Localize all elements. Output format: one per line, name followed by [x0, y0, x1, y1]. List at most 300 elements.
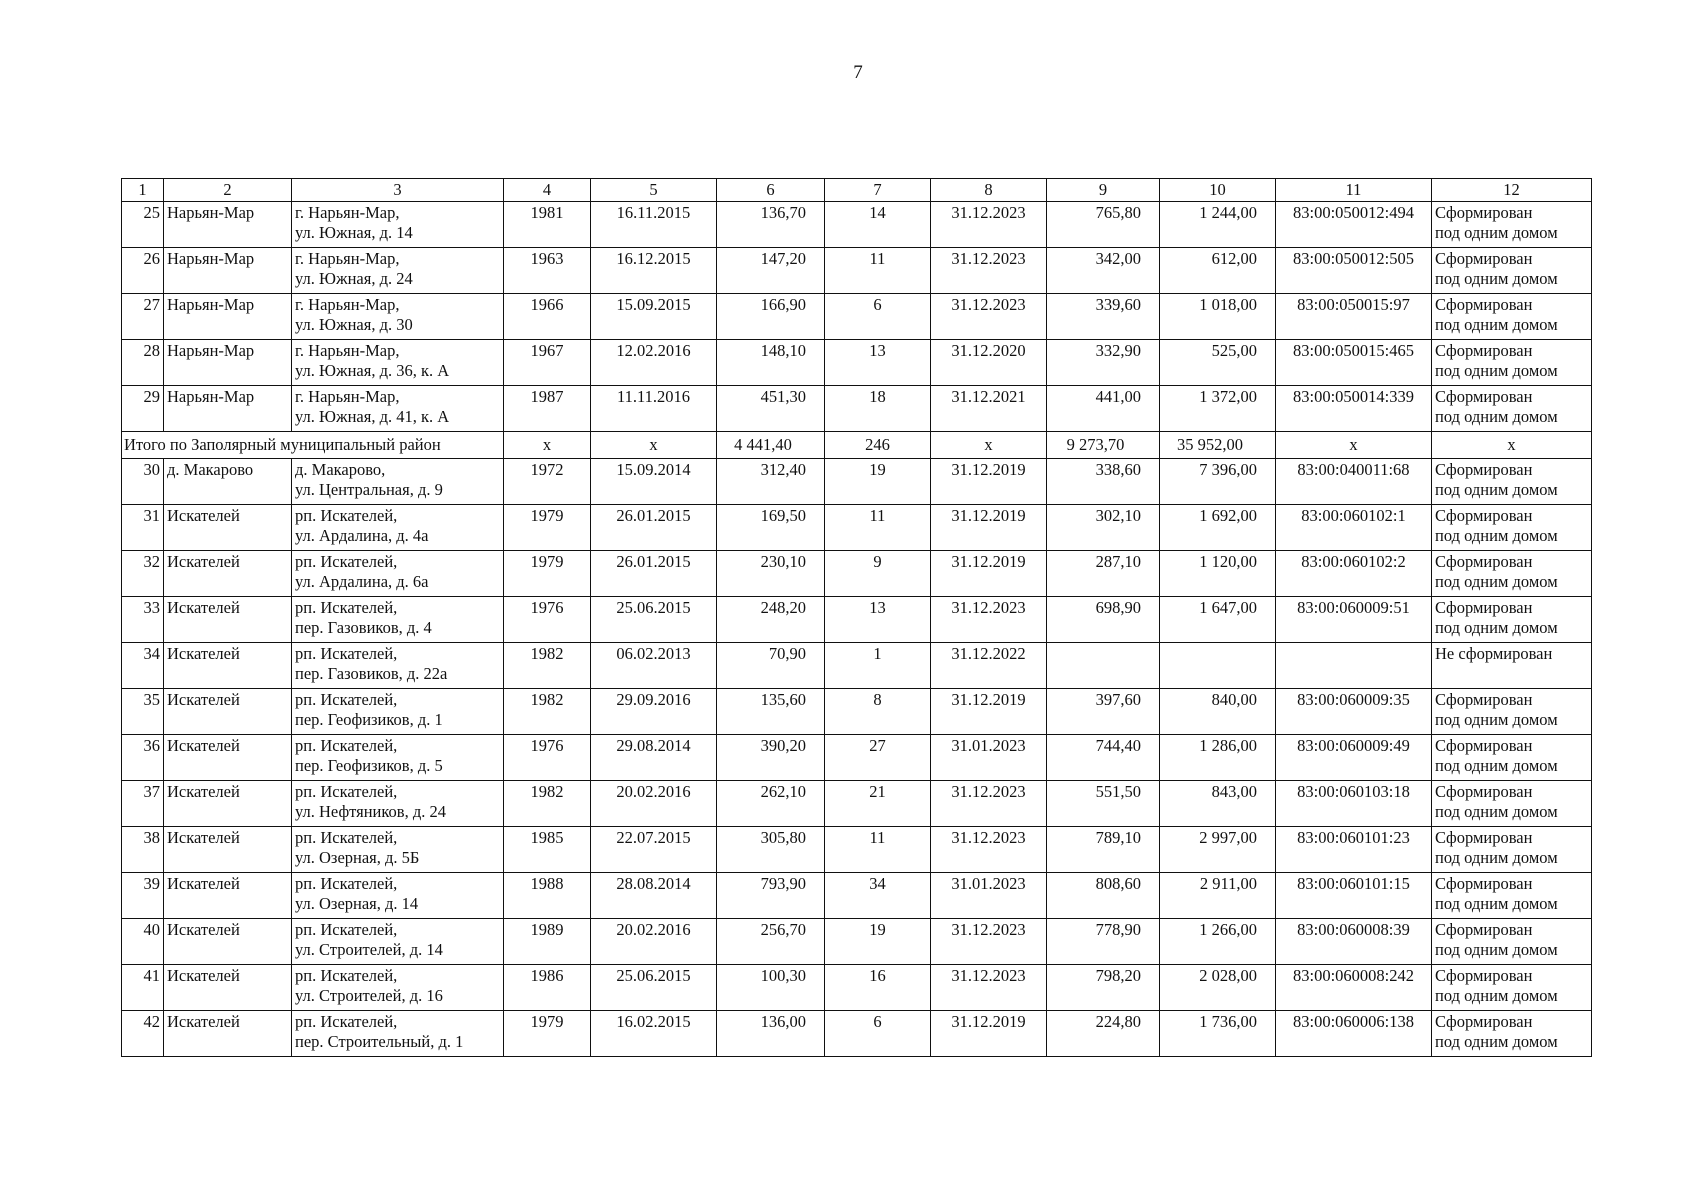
- status-line: под одним домом: [1435, 710, 1558, 729]
- row-number-cell: 28: [122, 340, 164, 386]
- address-line: ул. Строителей, д. 16: [295, 986, 443, 1005]
- row-number-cell: 34: [122, 643, 164, 689]
- cadastral-number-cell: 83:00:040011:68: [1276, 459, 1432, 505]
- year-cell: 1982: [504, 689, 591, 735]
- address-line: ул. Озерная, д. 5Б: [295, 848, 420, 867]
- settlement-cell: Искателей: [164, 781, 292, 827]
- table-row: [122, 919, 1592, 965]
- year-cell: 1963: [504, 248, 591, 294]
- people-cell: 1: [825, 643, 931, 689]
- people-cell: 6: [825, 1011, 931, 1057]
- value-cell: 2 911,00: [1160, 873, 1276, 919]
- row-number-cell: 29: [122, 386, 164, 432]
- address-cell: [292, 827, 504, 873]
- area-cell: 135,60: [717, 689, 825, 735]
- address-line: рп. Искателей,: [295, 736, 398, 755]
- settlement-cell: Искателей: [164, 965, 292, 1011]
- people-cell: 13: [825, 597, 931, 643]
- area-cell: 305,80: [717, 827, 825, 873]
- column-number-cell: 10: [1160, 179, 1276, 202]
- settlement-cell: Искателей: [164, 873, 292, 919]
- deadline-cell: 31.12.2023: [931, 919, 1047, 965]
- address-line: рп. Искателей,: [295, 644, 398, 663]
- column-number-cell: 1: [122, 179, 164, 202]
- row-number-cell: 32: [122, 551, 164, 597]
- settlement-cell: Искателей: [164, 919, 292, 965]
- area-cell: 100,30: [717, 965, 825, 1011]
- address-cell: [292, 965, 504, 1011]
- date-cell: 25.06.2015: [591, 597, 717, 643]
- address-line: г. Нарьян-Мар,: [295, 387, 400, 406]
- deadline-cell: 31.12.2021: [931, 386, 1047, 432]
- date-cell: 20.02.2016: [591, 919, 717, 965]
- address-line: г. Нарьян-Мар,: [295, 295, 400, 314]
- cadastral-number-cell: 83:00:050015:465: [1276, 340, 1432, 386]
- address-line: ул. Строителей, д. 14: [295, 940, 443, 959]
- column-number-row: [122, 179, 1592, 202]
- cadastral-number-cell: 83:00:050012:505: [1276, 248, 1432, 294]
- address-line: ул. Нефтяников, д. 24: [295, 802, 446, 821]
- status-cell: [1432, 643, 1592, 689]
- deadline-cell: 31.12.2023: [931, 248, 1047, 294]
- status-line: Сформирован: [1435, 387, 1533, 406]
- table-row: [122, 781, 1592, 827]
- deadline-cell: 31.12.2023: [931, 597, 1047, 643]
- deadline-cell: 31.12.2023: [931, 827, 1047, 873]
- area-cell: 262,10: [717, 781, 825, 827]
- table-row: [122, 551, 1592, 597]
- status-line: под одним домом: [1435, 802, 1558, 821]
- year-cell: 1988: [504, 873, 591, 919]
- year-cell: 1985: [504, 827, 591, 873]
- row-number-cell: 30: [122, 459, 164, 505]
- land-area-cell: [1047, 643, 1160, 689]
- status-line: Сформирован: [1435, 552, 1533, 571]
- table-row: [122, 505, 1592, 551]
- deadline-cell: 31.12.2020: [931, 340, 1047, 386]
- address-cell: [292, 873, 504, 919]
- address-line: рп. Искателей,: [295, 920, 398, 939]
- row-number-cell: 27: [122, 294, 164, 340]
- status-line: Сформирован: [1435, 598, 1533, 617]
- address-line: рп. Искателей,: [295, 966, 398, 985]
- status-line: под одним домом: [1435, 315, 1558, 334]
- date-cell: 15.09.2015: [591, 294, 717, 340]
- row-number-cell: 35: [122, 689, 164, 735]
- status-line: Сформирован: [1435, 1012, 1533, 1031]
- deadline-cell: 31.12.2019: [931, 1011, 1047, 1057]
- date-cell: 11.11.2016: [591, 386, 717, 432]
- status-line: Сформирован: [1435, 341, 1533, 360]
- address-line: рп. Искателей,: [295, 598, 398, 617]
- value-cell: 2 997,00: [1160, 827, 1276, 873]
- status-line: Сформирован: [1435, 920, 1533, 939]
- address-line: пер. Геофизиков, д. 5: [295, 756, 443, 775]
- deadline-cell: 31.01.2023: [931, 735, 1047, 781]
- status-line: Сформирован: [1435, 249, 1533, 268]
- status-line: под одним домом: [1435, 526, 1558, 545]
- address-line: рп. Искателей,: [295, 552, 398, 571]
- settlement-cell: Искателей: [164, 735, 292, 781]
- value-cell: 843,00: [1160, 781, 1276, 827]
- page-number: 7: [853, 62, 863, 83]
- address-line: ул. Южная, д. 36, к. А: [295, 361, 450, 380]
- row-number-cell: 33: [122, 597, 164, 643]
- address-line: ул. Ардалина, д. 6а: [295, 572, 429, 591]
- deadline-cell: 31.01.2023: [931, 873, 1047, 919]
- cadastral-number-cell: 83:00:050012:494: [1276, 202, 1432, 248]
- address-line: рп. Искателей,: [295, 506, 398, 525]
- address-line: ул. Южная, д. 30: [295, 315, 413, 334]
- table-row: [122, 689, 1592, 735]
- column-number-cell: 8: [931, 179, 1047, 202]
- status-line: под одним домом: [1435, 894, 1558, 913]
- address-line: пер. Строительный, д. 1: [295, 1032, 464, 1051]
- people-cell: 13: [825, 340, 931, 386]
- total-cell: х: [1276, 432, 1432, 459]
- table-row: [122, 340, 1592, 386]
- row-number-cell: 26: [122, 248, 164, 294]
- address-cell: [292, 386, 504, 432]
- date-cell: 25.06.2015: [591, 965, 717, 1011]
- date-cell: 22.07.2015: [591, 827, 717, 873]
- address-line: рп. Искателей,: [295, 874, 398, 893]
- date-cell: 26.01.2015: [591, 505, 717, 551]
- people-cell: 21: [825, 781, 931, 827]
- address-cell: [292, 919, 504, 965]
- status-cell: [1432, 386, 1592, 432]
- status-line: Сформирован: [1435, 966, 1533, 985]
- address-line: рп. Искателей,: [295, 1012, 398, 1031]
- address-line: ул. Центральная, д. 9: [295, 480, 443, 499]
- table-row: [122, 735, 1592, 781]
- year-cell: 1972: [504, 459, 591, 505]
- area-cell: 70,90: [717, 643, 825, 689]
- address-cell: [292, 202, 504, 248]
- settlement-cell: Искателей: [164, 827, 292, 873]
- people-cell: 8: [825, 689, 931, 735]
- value-cell: 525,00: [1160, 340, 1276, 386]
- status-line: под одним домом: [1435, 618, 1558, 637]
- total-cell: х: [1432, 432, 1592, 459]
- address-line: рп. Искателей,: [295, 828, 398, 847]
- address-line: г. Нарьян-Мар,: [295, 249, 400, 268]
- value-cell: 7 396,00: [1160, 459, 1276, 505]
- value-cell: 1 286,00: [1160, 735, 1276, 781]
- status-cell: [1432, 689, 1592, 735]
- table-row: [122, 873, 1592, 919]
- cadastral-number-cell: 83:00:060103:18: [1276, 781, 1432, 827]
- people-cell: 19: [825, 919, 931, 965]
- address-cell: [292, 1011, 504, 1057]
- cadastral-number-cell: 83:00:060009:35: [1276, 689, 1432, 735]
- year-cell: 1976: [504, 735, 591, 781]
- value-cell: 612,00: [1160, 248, 1276, 294]
- table-row: [122, 1011, 1592, 1057]
- status-cell: [1432, 551, 1592, 597]
- status-cell: [1432, 505, 1592, 551]
- address-cell: [292, 689, 504, 735]
- cadastral-number-cell: 83:00:050014:339: [1276, 386, 1432, 432]
- address-cell: [292, 735, 504, 781]
- status-line: Сформирован: [1435, 828, 1533, 847]
- status-line: под одним домом: [1435, 572, 1558, 591]
- total-cell: 246: [825, 432, 931, 459]
- status-cell: [1432, 735, 1592, 781]
- status-line: под одним домом: [1435, 361, 1558, 380]
- deadline-cell: 31.12.2023: [931, 202, 1047, 248]
- people-cell: 27: [825, 735, 931, 781]
- settlement-cell: Нарьян-Мар: [164, 248, 292, 294]
- row-number-cell: 25: [122, 202, 164, 248]
- land-area-cell: 224,80: [1047, 1011, 1160, 1057]
- area-cell: 451,30: [717, 386, 825, 432]
- cadastral-number-cell: 83:00:060101:15: [1276, 873, 1432, 919]
- column-number-cell: 3: [292, 179, 504, 202]
- people-cell: 11: [825, 248, 931, 294]
- area-cell: 166,90: [717, 294, 825, 340]
- settlement-cell: Нарьян-Мар: [164, 340, 292, 386]
- land-area-cell: 744,40: [1047, 735, 1160, 781]
- total-cell: х: [931, 432, 1047, 459]
- address-line: ул. Южная, д. 24: [295, 269, 413, 288]
- address-line: рп. Искателей,: [295, 690, 398, 709]
- land-area-cell: 778,90: [1047, 919, 1160, 965]
- column-number-cell: 9: [1047, 179, 1160, 202]
- status-cell: [1432, 459, 1592, 505]
- table-row: [122, 386, 1592, 432]
- land-area-cell: 338,60: [1047, 459, 1160, 505]
- column-number-cell: 6: [717, 179, 825, 202]
- people-cell: 14: [825, 202, 931, 248]
- area-cell: 312,40: [717, 459, 825, 505]
- status-line: Сформирован: [1435, 874, 1533, 893]
- settlement-cell: Нарьян-Мар: [164, 202, 292, 248]
- row-number-cell: 42: [122, 1011, 164, 1057]
- land-area-cell: 765,80: [1047, 202, 1160, 248]
- cadastral-number-cell: 83:00:060009:51: [1276, 597, 1432, 643]
- status-line: Сформирован: [1435, 203, 1533, 222]
- area-cell: 256,70: [717, 919, 825, 965]
- date-cell: 15.09.2014: [591, 459, 717, 505]
- row-number-cell: 40: [122, 919, 164, 965]
- row-number-cell: 36: [122, 735, 164, 781]
- year-cell: 1979: [504, 551, 591, 597]
- people-cell: 9: [825, 551, 931, 597]
- status-cell: [1432, 873, 1592, 919]
- cadastral-number-cell: 83:00:060102:2: [1276, 551, 1432, 597]
- settlement-cell: Нарьян-Мар: [164, 386, 292, 432]
- year-cell: 1982: [504, 643, 591, 689]
- year-cell: 1966: [504, 294, 591, 340]
- land-area-cell: 339,60: [1047, 294, 1160, 340]
- deadline-cell: 31.12.2019: [931, 459, 1047, 505]
- land-area-cell: 698,90: [1047, 597, 1160, 643]
- status-line: под одним домом: [1435, 940, 1558, 959]
- status-line: Сформирован: [1435, 736, 1533, 755]
- status-line: под одним домом: [1435, 223, 1558, 242]
- table-row: [122, 597, 1592, 643]
- date-cell: 26.01.2015: [591, 551, 717, 597]
- value-cell: 1 692,00: [1160, 505, 1276, 551]
- year-cell: 1979: [504, 1011, 591, 1057]
- status-line: Сформирован: [1435, 782, 1533, 801]
- settlement-cell: Искателей: [164, 689, 292, 735]
- table-row: [122, 643, 1592, 689]
- people-cell: 18: [825, 386, 931, 432]
- status-line: под одним домом: [1435, 986, 1558, 1005]
- deadline-cell: 31.12.2019: [931, 551, 1047, 597]
- status-line: Сформирован: [1435, 295, 1533, 314]
- status-cell: [1432, 965, 1592, 1011]
- date-cell: 29.09.2016: [591, 689, 717, 735]
- value-cell: 1 372,00: [1160, 386, 1276, 432]
- area-cell: 148,10: [717, 340, 825, 386]
- settlement-cell: Искателей: [164, 505, 292, 551]
- address-line: д. Макарово,: [295, 460, 386, 479]
- land-area-cell: 789,10: [1047, 827, 1160, 873]
- status-line: под одним домом: [1435, 407, 1558, 426]
- value-cell: 2 028,00: [1160, 965, 1276, 1011]
- area-cell: 169,50: [717, 505, 825, 551]
- settlement-cell: Нарьян-Мар: [164, 294, 292, 340]
- land-area-cell: 302,10: [1047, 505, 1160, 551]
- address-line: г. Нарьян-Мар,: [295, 341, 400, 360]
- table-row: [122, 248, 1592, 294]
- year-cell: 1979: [504, 505, 591, 551]
- area-cell: 248,20: [717, 597, 825, 643]
- status-cell: [1432, 294, 1592, 340]
- settlement-cell: Искателей: [164, 1011, 292, 1057]
- value-cell: 1 266,00: [1160, 919, 1276, 965]
- value-cell: 1 018,00: [1160, 294, 1276, 340]
- value-cell: 1 736,00: [1160, 1011, 1276, 1057]
- status-cell: [1432, 202, 1592, 248]
- people-cell: 6: [825, 294, 931, 340]
- area-cell: 136,70: [717, 202, 825, 248]
- value-cell: 840,00: [1160, 689, 1276, 735]
- address-line: пер. Газовиков, д. 22а: [295, 664, 448, 683]
- year-cell: 1987: [504, 386, 591, 432]
- settlement-cell: Искателей: [164, 643, 292, 689]
- address-cell: [292, 551, 504, 597]
- people-cell: 16: [825, 965, 931, 1011]
- land-area-cell: 551,50: [1047, 781, 1160, 827]
- date-cell: 16.02.2015: [591, 1011, 717, 1057]
- row-number-cell: 41: [122, 965, 164, 1011]
- land-area-cell: 332,90: [1047, 340, 1160, 386]
- table-row: [122, 965, 1592, 1011]
- address-cell: [292, 597, 504, 643]
- settlement-cell: д. Макарово: [164, 459, 292, 505]
- deadline-cell: 31.12.2019: [931, 505, 1047, 551]
- column-number-cell: 11: [1276, 179, 1432, 202]
- deadline-cell: 31.12.2022: [931, 643, 1047, 689]
- year-cell: 1989: [504, 919, 591, 965]
- row-number-cell: 39: [122, 873, 164, 919]
- total-cell: х: [591, 432, 717, 459]
- people-cell: 11: [825, 505, 931, 551]
- area-cell: 230,10: [717, 551, 825, 597]
- address-cell: [292, 505, 504, 551]
- value-cell: 1 244,00: [1160, 202, 1276, 248]
- row-number-cell: 37: [122, 781, 164, 827]
- address-cell: [292, 643, 504, 689]
- status-line: Не сформирован: [1435, 644, 1553, 663]
- area-cell: 147,20: [717, 248, 825, 294]
- address-cell: [292, 781, 504, 827]
- column-number-cell: 2: [164, 179, 292, 202]
- status-cell: [1432, 597, 1592, 643]
- deadline-cell: 31.12.2023: [931, 781, 1047, 827]
- land-area-cell: 441,00: [1047, 386, 1160, 432]
- address-line: пер. Геофизиков, д. 1: [295, 710, 443, 729]
- total-cell: 4 441,40: [717, 432, 825, 459]
- row-number-cell: 38: [122, 827, 164, 873]
- date-cell: 29.08.2014: [591, 735, 717, 781]
- column-number-cell: 7: [825, 179, 931, 202]
- total-cell: 9 273,70: [1047, 432, 1160, 459]
- address-cell: [292, 459, 504, 505]
- housing-table: [121, 178, 1592, 1057]
- status-line: под одним домом: [1435, 1032, 1558, 1051]
- table-row: [122, 827, 1592, 873]
- address-cell: [292, 340, 504, 386]
- status-cell: [1432, 919, 1592, 965]
- year-cell: 1981: [504, 202, 591, 248]
- value-cell: 1 647,00: [1160, 597, 1276, 643]
- status-line: Сформирован: [1435, 506, 1533, 525]
- total-cell: х: [504, 432, 591, 459]
- table-row: [122, 459, 1592, 505]
- column-number-cell: 5: [591, 179, 717, 202]
- area-cell: 793,90: [717, 873, 825, 919]
- cadastral-number-cell: 83:00:050015:97: [1276, 294, 1432, 340]
- total-label: Итого по Заполярный муниципальный район: [122, 432, 504, 459]
- area-cell: 136,00: [717, 1011, 825, 1057]
- address-cell: [292, 248, 504, 294]
- table-row: [122, 202, 1592, 248]
- year-cell: 1967: [504, 340, 591, 386]
- column-number-cell: 12: [1432, 179, 1592, 202]
- address-line: ул. Южная, д. 14: [295, 223, 413, 242]
- status-cell: [1432, 248, 1592, 294]
- address-line: ул. Озерная, д. 14: [295, 894, 419, 913]
- date-cell: 28.08.2014: [591, 873, 717, 919]
- settlement-cell: Искателей: [164, 551, 292, 597]
- deadline-cell: 31.12.2023: [931, 965, 1047, 1011]
- table-row: [122, 294, 1592, 340]
- status-line: под одним домом: [1435, 848, 1558, 867]
- address-line: ул. Ардалина, д. 4а: [295, 526, 429, 545]
- status-cell: [1432, 340, 1592, 386]
- land-area-cell: 342,00: [1047, 248, 1160, 294]
- address-line: ул. Южная, д. 41, к. А: [295, 407, 450, 426]
- status-line: под одним домом: [1435, 756, 1558, 775]
- status-line: Сформирован: [1435, 690, 1533, 709]
- people-cell: 19: [825, 459, 931, 505]
- date-cell: 16.12.2015: [591, 248, 717, 294]
- value-cell: [1160, 643, 1276, 689]
- area-cell: 390,20: [717, 735, 825, 781]
- status-line: под одним домом: [1435, 269, 1558, 288]
- address-line: пер. Газовиков, д. 4: [295, 618, 432, 637]
- year-cell: 1976: [504, 597, 591, 643]
- land-area-cell: 287,10: [1047, 551, 1160, 597]
- cadastral-number-cell: 83:00:060008:39: [1276, 919, 1432, 965]
- date-cell: 06.02.2013: [591, 643, 717, 689]
- address-cell: [292, 294, 504, 340]
